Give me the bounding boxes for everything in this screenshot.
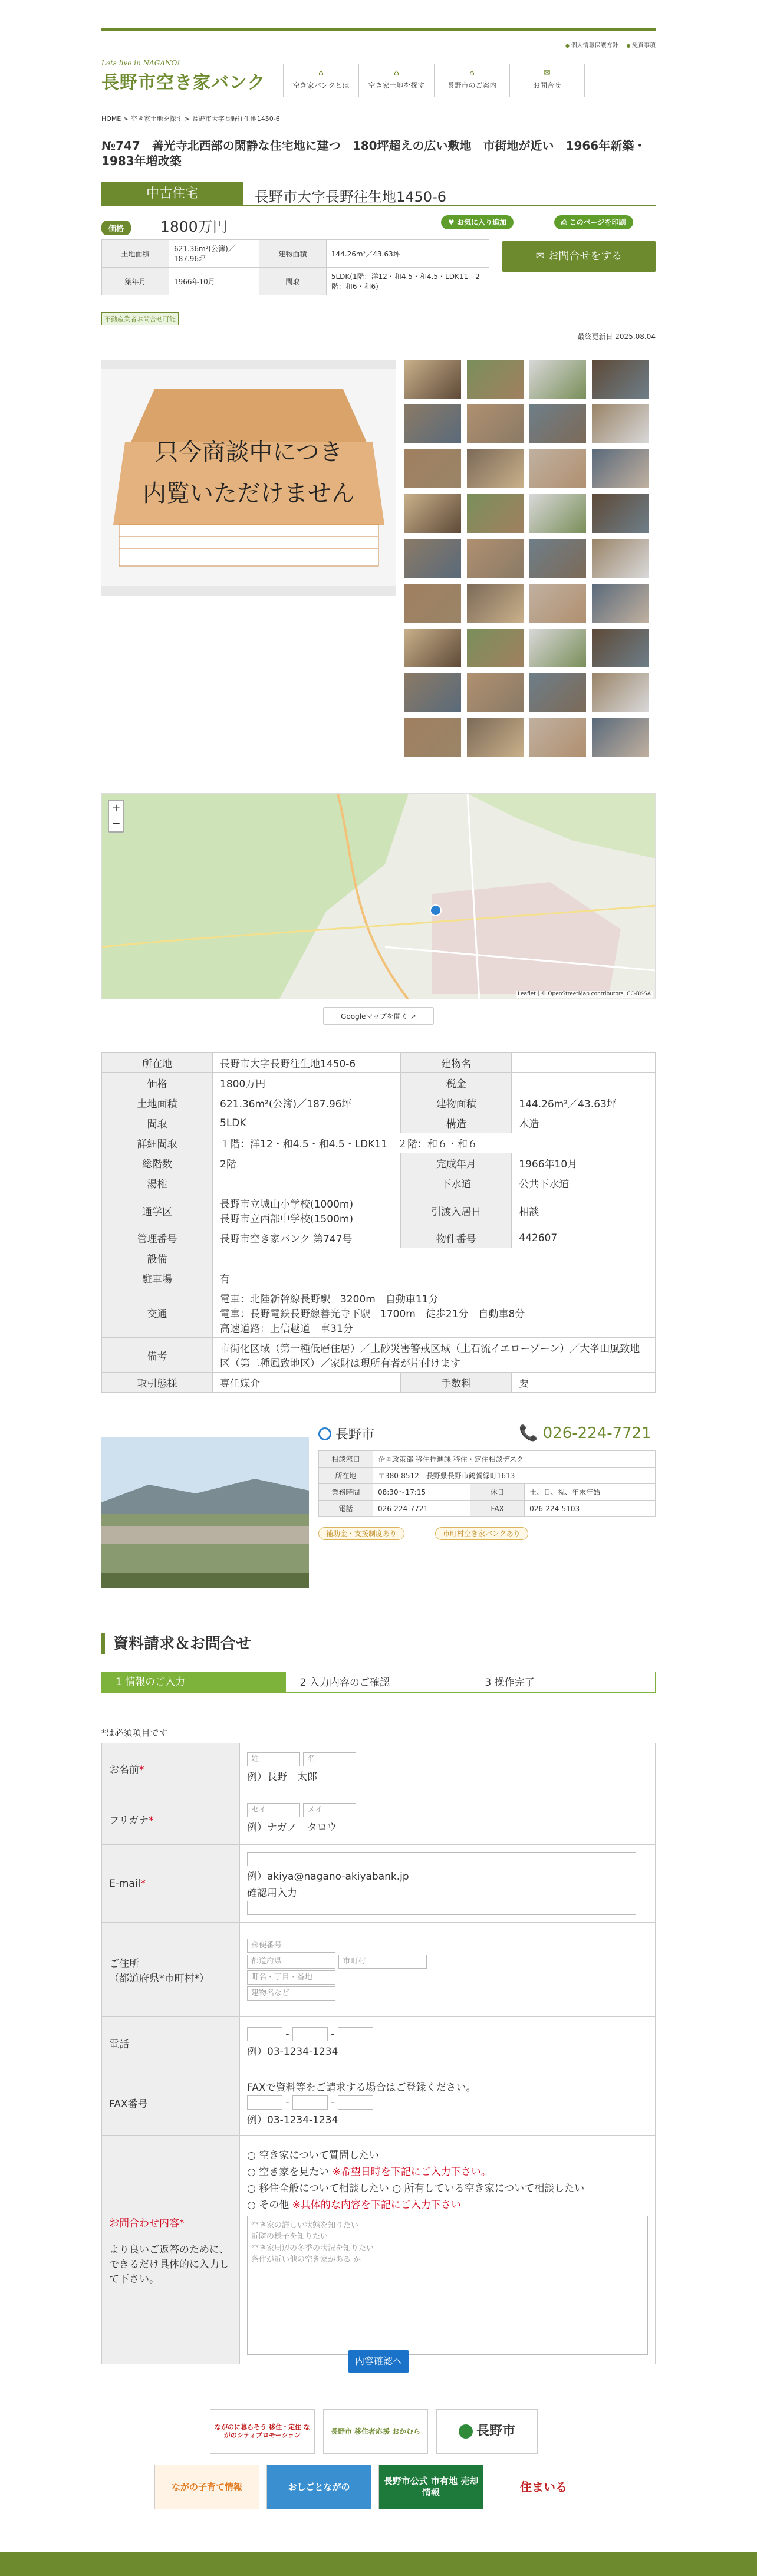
org-value: 土、日、祝、年末年始 [525,1484,656,1501]
org-key: 休日 [470,1484,525,1501]
price-value: 1800万円 [160,218,228,235]
google-maps-label: Googleマップを開く [341,1012,408,1021]
textarea-placeholder: 空き家周辺の冬季の状況を知りたい [251,2243,374,2253]
city-input[interactable]: 市町村 [338,1955,427,1969]
option-visit[interactable]: ○ 空き家を見たい ※希望日時を下記にご入力下さい。 [247,2166,491,2178]
detail-key: 管理番号 [102,1228,213,1248]
detail-row [102,1228,656,1248]
banner-jobs[interactable]: おしごとながの [266,2465,371,2509]
zip-input[interactable]: 郵便番号 [247,1939,335,1953]
negotiation-text-1: 只今商談中につき [154,439,343,466]
print-label: このページを印刷 [569,218,626,226]
org-phone-text: 026-224-7721 [542,1424,651,1442]
photo-thumbnail[interactable] [529,718,586,757]
city-logo-icon [318,1427,331,1440]
detail-value [213,1173,401,1193]
label-text: お問合わせ内容 [109,2217,179,2229]
phone-input-2[interactable] [292,2027,328,2041]
label-text: お名前 [109,1764,139,1776]
global-nav [283,64,585,97]
detail-key: 間取 [102,1113,213,1133]
detail-key: 価格 [102,1073,213,1093]
detail-value: 長野市空き家バンク 第747号 [213,1228,401,1248]
banner-label: 長野市 [476,2424,515,2439]
privacy-link[interactable]: ● 個人情報保護方針 [565,40,618,49]
org-key: 所在地 [319,1468,373,1484]
nav-label: 空き家土地を探す [368,81,425,90]
photo-thumbnail[interactable] [592,494,649,533]
email-input[interactable] [247,1852,636,1866]
option-label: 所有している空き家について相談したい [404,2182,585,2195]
google-maps-button[interactable]: Googleマップを開く ↗ [323,1007,434,1025]
content-note: より良いご返答のために、できるだけ具体的に入力して下さい。 [109,2243,229,2285]
detail-row [102,1053,656,1073]
top-bar [101,28,656,31]
photo-thumbnail[interactable] [592,404,649,443]
detail-key: 土地面積 [102,1093,213,1113]
detail-key: 交通 [102,1288,213,1338]
address-sublabel: （都道府県*市町村*） [109,1972,209,1985]
nav-about[interactable] [283,64,358,97]
page-title: №747 善光寺北西部の閑静な住宅地に建つ 180坪超えの広い敷地 市街地が近い 1966年新築・1983年増改築 [101,139,646,168]
option-label: その他 [259,2199,289,2211]
form-steps [101,1672,656,1693]
phone-input-3[interactable] [338,2027,373,2041]
city-photo [101,1437,309,1588]
form-heading: 資料請求＆お問合せ [101,1633,251,1654]
step-3: 3 操作完了 [470,1672,656,1693]
detail-key: 完成年月 [401,1153,512,1173]
fax-input-1[interactable] [247,2095,282,2110]
photo-thumbnail[interactable] [592,718,649,757]
nav-label: お問合せ [532,81,561,90]
confirm-button[interactable]: 内容確認へ [348,2350,409,2373]
property-type-badge: 中古住宅 [101,182,243,206]
nav-label: 空き家バンクとは [292,81,350,90]
summary-value: 5LDK(1階：洋12・和4.5・和4.5・LDK11 2階：和6・和6) [326,268,489,295]
photo-thumbnail[interactable] [467,494,524,533]
photo-thumbnail[interactable] [592,584,649,623]
photo-thumbnail[interactable] [467,718,524,757]
detail-value: 要 [512,1373,656,1393]
detail-key: 通学区 [102,1193,213,1228]
email-confirm-label: 確認用入力 [247,1887,297,1899]
org-value: 08:30～17:15 [373,1484,470,1501]
textarea-placeholder: 条件が近い他の空き家がある か [251,2255,361,2264]
photo-thumbnail[interactable] [404,629,461,667]
summary-key: 築年月 [102,268,169,295]
summary-key: 土地面積 [102,240,169,268]
detail-row [102,1173,656,1193]
nav-contact[interactable] [509,64,585,97]
email-confirm-input[interactable] [247,1901,636,1915]
house-search-icon: ⌂ [394,68,399,78]
detail-value: 長野市立城山小学校(1000m) 長野市立西部中学校(1500m) [213,1193,401,1228]
price-badge: 価格 [101,221,131,235]
email-example: 例）akiya@nagano-akiyabank.jp [247,1871,409,1883]
photo-thumbnail[interactable] [404,718,461,757]
summary-value: 621.36m²(公簿)／187.96坪 [169,240,259,268]
property-address: 長野市大字長野往生地1450-6 [255,189,447,205]
required-mark: * [179,2217,185,2229]
zoom-in-button[interactable]: + [111,802,121,814]
photo-thumbnail[interactable] [467,673,524,712]
org-value: 企画政策部 移住推進課 移住・定住相談デスク [373,1451,656,1468]
summary-table [101,239,489,295]
detail-value: 長野市大字長野往生地1450-6 [213,1053,401,1073]
detail-key: 取引態様 [102,1373,213,1393]
photo-thumbnail[interactable] [467,449,524,488]
required-mark: * [140,1877,146,1890]
address-label [102,1923,240,2017]
photo-thumbnail[interactable] [404,539,461,578]
detail-key: 下水道 [401,1173,512,1193]
type-bar [101,182,656,206]
label-text: フリガナ [109,1815,149,1827]
detail-key: 設備 [102,1248,213,1268]
detail-value: 公共下水道 [512,1173,656,1193]
photo-thumbnail[interactable] [592,539,649,578]
phone-label: 電話 [102,2017,240,2070]
option-other[interactable]: ○ その他 ※具体的な内容を下記にご入力下さい [247,2199,461,2211]
option-migration[interactable]: ○ 移住全般について相談したい ○ 所有している空き家について相談したい [247,2182,585,2195]
required-note: *は必須項目です [101,1728,168,1738]
detail-value: 1966年10月 [512,1153,656,1173]
detail-value: 144.26m²／43.63坪 [512,1093,656,1113]
photo-thumbnail[interactable] [404,449,461,488]
bank-tag[interactable]: 市町村空き家バンクあり [435,1527,528,1540]
org-name [318,1424,374,1443]
zoom-controls [108,800,124,833]
footer-bar [0,2552,757,2576]
org-key: 電話 [319,1501,373,1517]
prefecture-select[interactable]: 都道府県 [247,1955,335,1969]
detail-value: １階：洋12・和4.5・和4.5・LDK11 ２階：和６・和６ [213,1133,656,1153]
fax-note: FAXで資料等をご請求する場合はご登録ください。 [247,2082,476,2094]
photo-thumbnail[interactable] [404,584,461,623]
phone-input-1[interactable] [247,2027,282,2041]
textarea-placeholder: 空き家の詳しい状態を知りたい [251,2220,359,2230]
city-icon: ⌂ [469,68,475,78]
kana-label [102,1794,240,1845]
detail-row [102,1268,656,1288]
content-label [102,2136,240,2364]
print-button[interactable]: ⎙ このページを印刷 [554,215,633,229]
summary-value: 144.26m²／43.63坪 [326,240,489,268]
header-links [565,40,656,49]
banner-nagano-city[interactable] [436,2409,538,2454]
last-name-input[interactable]: 姓 [247,1752,300,1766]
site-logo[interactable]: 長野市空き家バンク [101,73,266,93]
nav-label: 長野市のご案内 [447,81,497,90]
photo-thumbnail[interactable] [467,539,524,578]
photo-thumbnail[interactable] [404,360,461,399]
org-key: FAX [470,1501,525,1517]
name-example: 例）長野 太郎 [247,1771,317,1783]
detail-key: 総階数 [102,1153,213,1173]
favorite-label: お気に入り追加 [456,218,506,226]
detail-value: 442607 [512,1228,656,1248]
photo-thumbnail[interactable] [529,494,586,533]
tagline: Lets live in NAGANO! [101,59,180,67]
detail-key: 手数料 [401,1373,512,1393]
summary-value: 1966年10月 [169,268,259,295]
banner-promotion[interactable]: ながのに暮らそう 移住・定住 ながのシティプロモーション [210,2409,315,2454]
subsidy-tag[interactable]: 補助金・支援制度あり [318,1527,404,1540]
photo-thumbnail[interactable] [404,673,461,712]
photo-thumbnail[interactable] [467,584,524,623]
banner-support[interactable]: 長野市 移住者応援 おかむら [323,2409,428,2454]
detail-value [213,1248,656,1268]
detail-key: 湯権 [102,1173,213,1193]
thumbnail-grid [404,360,656,757]
detail-row [102,1288,656,1338]
fax-example: 例）03-1234-1234 [247,2114,338,2126]
photo-thumbnail[interactable] [529,404,586,443]
option-label: 空き家について質問したい [259,2149,379,2162]
email-label [102,1845,240,1923]
option-note: ※希望日時を下記にご入力下さい。 [332,2166,491,2178]
favorite-button[interactable]: ♥ お気に入り追加 [441,215,514,229]
detail-key: 詳細間取 [102,1133,213,1153]
summary-key: 間取 [259,268,326,295]
inquiry-button[interactable]: ✉ お問合せをする [502,241,656,272]
detail-key: 物件番号 [401,1228,512,1248]
first-kana-input[interactable]: メイ [303,1803,356,1817]
detail-key: 建物名 [401,1053,512,1073]
required-mark: * [149,1815,154,1827]
photo-thumbnail[interactable] [529,629,586,667]
inquiry-form: お名前* 姓 名 例）長野 太郎 フリガナ* セイ メイ 例）ナガノ タロウ E-mail* 例）akiya@nagano-akiyabank.jp 確認用入力 ご住所 （都道府県*市町村*） 郵便番号 都道府県 市町村 町名・丁目・番地 建物名など 電話 - - 例）03-1234-1234 FAX番号 FAXで資料等をご請求する場合はご登録ください。 - - 例）03-1234-1234 お問合わせ内容* より良いご返答のために、できるだけ具体的に入力して下さい。 ○ 空き家について質問したい ○ 空き家を見たい ※希望日時を下記にご入力下さい。 ○ 移住全般について相談したい ○ 所有している空き家について相談したい ○ その他 ※具体的な内容を下記にご入力下さい 空き家の詳しい状態を知りたい 近隣の様子を知りたい 空き家周辺の冬季の状況を知りたい 条件が近い他の空き家がある か [101,1743,656,2364]
chat-icon: ✉ [544,68,551,78]
detail-value [512,1053,656,1073]
detail-key: 建物面積 [401,1093,512,1113]
org-key: 業務時間 [319,1484,373,1501]
detail-value: 2階 [213,1153,401,1173]
detail-value: 市街化区域（第一種低層住居）／土砂災害警戒区域（土石流イエローゾーン）／大峯山風致地区（第二種風致地区）／家財は現所有者が片付けます [213,1338,656,1373]
detail-row [102,1373,656,1393]
city-logo-icon [459,2424,473,2439]
inquiry-label: お問合せをする [548,250,623,262]
org-value: 〒380-8512 長野県長野市鶴賀緑町1613 [373,1468,656,1484]
detail-value: 1800万円 [213,1073,401,1093]
negotiation-house-graphic [101,360,396,596]
org-key: 相談窓口 [319,1451,373,1468]
detail-row [102,1193,656,1228]
nav-city[interactable] [434,64,509,97]
detail-key: 駐車場 [102,1268,213,1288]
detail-value [512,1073,656,1093]
house-icon: ⌂ [318,68,324,78]
last-updated: 最終更新日 2025.08.04 [577,333,656,341]
photo-thumbnail[interactable] [467,629,524,667]
photo-thumbnail[interactable] [404,494,461,533]
map[interactable] [101,793,656,999]
photo-thumbnail[interactable] [592,629,649,667]
first-name-input[interactable]: 名 [303,1752,356,1766]
photo-thumbnail[interactable] [467,360,524,399]
photo-thumbnail[interactable] [529,449,586,488]
org-value: 026-224-7721 [373,1501,470,1517]
detail-row [102,1153,656,1173]
banner-land-sale[interactable]: 長野市公式 市有地 売却情報 [378,2465,483,2509]
detail-row [102,1073,656,1093]
photo-thumbnail[interactable] [529,539,586,578]
detail-value: 木造 [512,1113,656,1133]
org-value: 026-224-5103 [525,1501,656,1517]
fax-input-3[interactable] [338,2095,373,2110]
photo-thumbnail[interactable] [529,673,586,712]
detail-value: 5LDK [213,1113,401,1133]
banner-childcare[interactable]: ながの子育て情報 [154,2465,259,2509]
photo-thumbnail[interactable] [529,360,586,399]
detail-value: 有 [213,1268,656,1288]
details-table [101,1052,656,1393]
org-table [318,1450,656,1517]
label-text: ご住所 [109,1958,139,1970]
step-1: 1 情報のご入力 [101,1672,286,1693]
fax-label: FAX番号 [102,2070,240,2136]
detail-value: 電車：北陸新幹線長野駅 3200m 自動車11分 電車：長野電鉄長野線善光寺下駅 1700m 徒歩21分 自動車8分 高速道路：上信越道 車31分 [213,1288,656,1338]
detail-row [102,1113,656,1133]
option-note: ※具体的な内容を下記にご入力下さい [292,2199,461,2211]
detail-key: 所在地 [102,1053,213,1073]
breadcrumb[interactable]: HOME > 空き家土地を探す > 長野市大字長野往生地1450-6 [101,115,280,123]
kana-example: 例）ナガノ タロウ [247,1822,337,1834]
disclaimer-link[interactable]: ● 免責事項 [626,40,656,49]
detail-row [102,1248,656,1268]
banner-sumairu[interactable]: 住まいる [499,2465,588,2509]
detail-value: 621.36m²(公簿)／187.96坪 [213,1093,401,1113]
photo-thumbnail[interactable] [404,404,461,443]
detail-value: 相談 [512,1193,656,1228]
detail-key: 税金 [401,1073,512,1093]
step-2: 2 入力内容のご確認 [286,1672,471,1693]
textarea-placeholder: 近隣の様子を知りたい [251,2232,328,2241]
zoom-out-button[interactable]: − [111,817,121,830]
map-tiles [102,794,656,999]
detail-row [102,1133,656,1153]
map-attribution[interactable]: Leaflet | © OpenStreetMap contributors, CC-BY-SA [516,991,653,998]
option-label: 空き家を見たい [259,2166,330,2178]
required-mark: * [139,1764,144,1776]
street-input[interactable]: 町名・丁目・番地 [247,1970,335,1985]
last-kana-input[interactable]: セイ [247,1803,300,1817]
detail-key: 構造 [401,1113,512,1133]
realtor-tag: 不動産業者お問合せ可能 [101,312,179,325]
fax-input-2[interactable] [292,2095,328,2110]
name-label [102,1743,240,1794]
main-photo[interactable] [101,360,396,596]
detail-value: 専任媒介 [213,1373,401,1393]
building-input[interactable]: 建物名など [247,1986,335,2001]
option-question[interactable]: ○ 空き家について質問したい [247,2149,379,2162]
detail-key: 備考 [102,1338,213,1373]
org-name-text: 長野市 [335,1427,375,1442]
option-label: 移住全般について相談したい [259,2182,389,2195]
detail-key: 引渡入居日 [401,1193,512,1228]
photo-thumbnail[interactable] [592,360,649,399]
photo-thumbnail[interactable] [467,404,524,443]
phone-example: 例）03-1234-1234 [247,2046,338,2058]
content-textarea[interactable] [247,2216,648,2355]
photo-thumbnail[interactable] [592,449,649,488]
org-phone[interactable]: 📞 026-224-7721 [519,1424,651,1442]
nav-search[interactable] [358,64,434,97]
photo-thumbnail[interactable] [592,673,649,712]
summary-key: 建物面積 [259,240,326,268]
label-text: E-mail [109,1877,141,1890]
detail-row [102,1093,656,1113]
detail-row [102,1338,656,1373]
photo-thumbnail[interactable] [529,584,586,623]
negotiation-text-2: 内覧いただけません [143,480,355,507]
